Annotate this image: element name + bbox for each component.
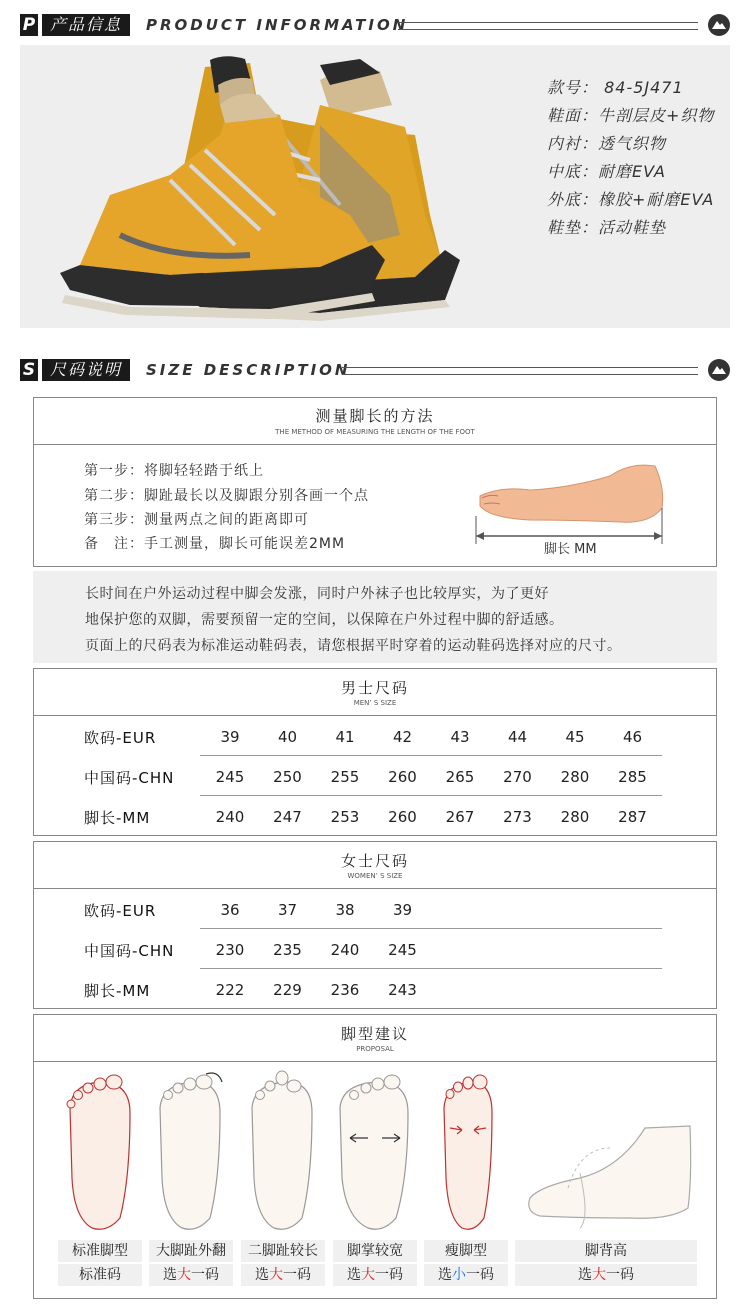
proposal-cell xyxy=(241,1240,325,1262)
note-line: 地保护您的双脚，需要预留一定的空间，以保障在户外过程中脚的舒适感。 xyxy=(85,612,564,628)
size-cell: 273 xyxy=(503,808,532,826)
size-cell: 240 xyxy=(215,808,245,826)
size-cell: 260 xyxy=(388,768,417,786)
box-divider xyxy=(34,1061,716,1062)
product-section-header xyxy=(20,12,730,38)
table-rule xyxy=(200,795,662,796)
foot-type-advice xyxy=(149,1264,233,1286)
row-label-mm: 脚长-MM xyxy=(84,982,151,1000)
section-divider xyxy=(398,22,698,30)
row-label-chn: 中国码-CHN xyxy=(84,942,175,960)
size-cell: 43 xyxy=(450,728,470,746)
size-cell: 44 xyxy=(507,728,528,746)
measure-title: 测量脚长的方法 xyxy=(315,407,435,425)
advice-highlight: 大 xyxy=(177,1267,191,1283)
size-cell: 250 xyxy=(273,768,302,786)
advice-text: 一码 xyxy=(283,1267,311,1283)
note-line: 长时间在户外运动过程中脚会发涨，同时户外袜子也比较厚实，为了更好 xyxy=(85,586,549,602)
foot-type-name: 大脚趾外翻 xyxy=(156,1243,226,1259)
size-cell: 245 xyxy=(215,768,245,786)
size-cell: 280 xyxy=(560,808,590,826)
foot-type-advice xyxy=(58,1264,142,1286)
measure-step: 第三步：测量两点之间的距离即可 xyxy=(84,512,309,528)
proposal-cell xyxy=(58,1240,142,1262)
advice-highlight: 小 xyxy=(452,1267,466,1283)
size-section-header xyxy=(20,357,730,383)
size-cell: 236 xyxy=(330,981,360,999)
proposal-cell xyxy=(333,1264,417,1286)
note-panel xyxy=(33,571,717,663)
proposal-cell xyxy=(424,1264,508,1286)
foot-second-toe-icon xyxy=(252,1071,312,1229)
size-cell: 229 xyxy=(273,981,302,999)
size-cell: 245 xyxy=(388,941,417,959)
size-cell: 42 xyxy=(392,728,413,746)
foot-type-advice xyxy=(424,1264,508,1286)
section-title-cn: 尺码说明 xyxy=(42,359,130,381)
proposal-subtitle: PROPOSAL xyxy=(356,1045,394,1053)
brand-logo-icon xyxy=(708,359,730,381)
size-cell: 280 xyxy=(560,768,590,786)
advice-text: 选 xyxy=(347,1267,361,1283)
box-divider xyxy=(34,444,716,445)
size-cell: 46 xyxy=(622,728,643,746)
brand-logo-icon xyxy=(708,14,730,36)
section-title-en: SIZE DESCRIPTION xyxy=(146,361,351,379)
advice-text: 一码 xyxy=(466,1267,494,1283)
size-cell: 40 xyxy=(277,728,298,746)
size-cell: 222 xyxy=(215,981,245,999)
size-cell: 243 xyxy=(388,981,417,999)
advice-text: 选 xyxy=(578,1267,592,1283)
advice-text: 选 xyxy=(438,1267,452,1283)
proposal-title: 脚型建议 xyxy=(340,1025,409,1043)
size-cell: 230 xyxy=(215,941,245,959)
section-title-en: PRODUCT INFORMATION xyxy=(146,16,409,34)
women-size-subtitle: WOMEN’ S SIZE xyxy=(347,872,403,880)
table-rule xyxy=(200,928,662,929)
foot-type-name: 标准脚型 xyxy=(72,1243,128,1259)
size-cell: 247 xyxy=(273,808,302,826)
table-rule xyxy=(200,968,662,969)
foot-high-instep-icon xyxy=(529,1126,691,1228)
proposal-cell xyxy=(333,1240,417,1262)
proposal-cell xyxy=(424,1240,508,1262)
advice-text: 选 xyxy=(163,1267,177,1283)
foot-type-name: 脚背高 xyxy=(585,1243,627,1259)
box-divider xyxy=(34,715,716,716)
women-size-title: 女士尺码 xyxy=(340,852,409,870)
size-cell: 39 xyxy=(220,728,240,746)
advice-text: 标准码 xyxy=(79,1267,121,1283)
row-label-mm: 脚长-MM xyxy=(84,809,151,827)
note-line: 页面上的尺码表为标准运动鞋码表，请您根据平时穿着的运动鞋码选择对应的尺寸。 xyxy=(85,638,622,654)
spec-item: 款号： 84-5J471 xyxy=(547,78,684,97)
foot-bunion-icon xyxy=(160,1073,222,1229)
foot-length-label: 脚长 MM xyxy=(540,538,601,557)
spec-item: 中底：耐磨EVA xyxy=(547,162,666,181)
size-cell: 235 xyxy=(273,941,302,959)
foot-type-name: 脚掌较宽 xyxy=(347,1243,403,1259)
foot-type-advice xyxy=(241,1264,325,1286)
advice-text: 选 xyxy=(255,1267,269,1283)
table-rule xyxy=(200,755,662,756)
foot-types-illustration xyxy=(52,1068,702,1238)
row-label-eur: 欧码-EUR xyxy=(84,729,157,747)
size-cell: 285 xyxy=(618,768,647,786)
size-cell: 45 xyxy=(565,728,585,746)
foot-slim-icon xyxy=(444,1075,492,1229)
size-cell: 41 xyxy=(335,728,355,746)
size-cell: 255 xyxy=(330,768,360,786)
section-title-cn: 产品信息 xyxy=(42,14,130,36)
row-label-eur: 欧码-EUR xyxy=(84,902,157,920)
advice-highlight: 大 xyxy=(592,1267,606,1283)
foot-type-name: 二脚趾较长 xyxy=(248,1243,318,1259)
size-cell: 240 xyxy=(330,941,360,959)
advice-text: 一码 xyxy=(191,1267,219,1283)
proposal-cell xyxy=(515,1240,697,1262)
proposal-cell xyxy=(515,1264,697,1286)
proposal-cell xyxy=(149,1240,233,1262)
size-cell: 260 xyxy=(388,808,417,826)
men-size-subtitle: MEN’ S SIZE xyxy=(353,699,397,707)
spec-item: 外底：橡胶+耐磨EVA xyxy=(547,190,715,209)
size-cell: 36 xyxy=(220,901,240,919)
box-divider xyxy=(34,888,716,889)
advice-highlight: 大 xyxy=(361,1267,375,1283)
size-cell: 253 xyxy=(330,808,360,826)
size-cell: 39 xyxy=(392,901,413,919)
measure-step: 第一步：将脚轻轻踏于纸上 xyxy=(84,463,264,479)
size-cell: 38 xyxy=(335,901,355,919)
proposal-cell xyxy=(149,1264,233,1286)
measure-subtitle: THE METHOD OF MEASURING THE LENGTH OF THE FOOT xyxy=(275,428,475,436)
proposal-cell xyxy=(241,1264,325,1286)
size-cell: 267 xyxy=(445,808,475,826)
spec-item: 鞋垫：活动鞋垫 xyxy=(547,218,667,237)
measure-step: 备 注：手工测量，脚长可能误差2MM xyxy=(84,536,346,552)
foot-standard-icon xyxy=(67,1075,130,1229)
proposal-cell xyxy=(58,1264,142,1286)
foot-type-advice xyxy=(333,1264,417,1286)
size-cell: 287 xyxy=(618,808,647,826)
men-size-title: 男士尺码 xyxy=(340,679,409,697)
section-divider xyxy=(342,367,698,375)
row-label-chn: 中国码-CHN xyxy=(84,769,175,787)
foot-wide-icon xyxy=(340,1075,408,1229)
measure-step: 第二步：脚趾最长以及脚跟分别各画一个点 xyxy=(84,488,369,504)
product-panel xyxy=(20,45,730,328)
foot-type-advice xyxy=(515,1264,697,1286)
spec-item: 鞋面：牛剖层皮+织物 xyxy=(547,106,715,125)
section-letter: S xyxy=(20,359,38,381)
size-cell: 265 xyxy=(445,768,475,786)
size-cell: 270 xyxy=(503,768,532,786)
foot-type-name: 瘦脚型 xyxy=(445,1243,487,1259)
advice-text: 一码 xyxy=(375,1267,403,1283)
size-cell: 37 xyxy=(277,901,298,919)
section-letter: P xyxy=(20,14,38,36)
spec-item: 内衬：透气织物 xyxy=(547,134,667,153)
advice-text: 一码 xyxy=(606,1267,634,1283)
advice-highlight: 大 xyxy=(269,1267,283,1283)
